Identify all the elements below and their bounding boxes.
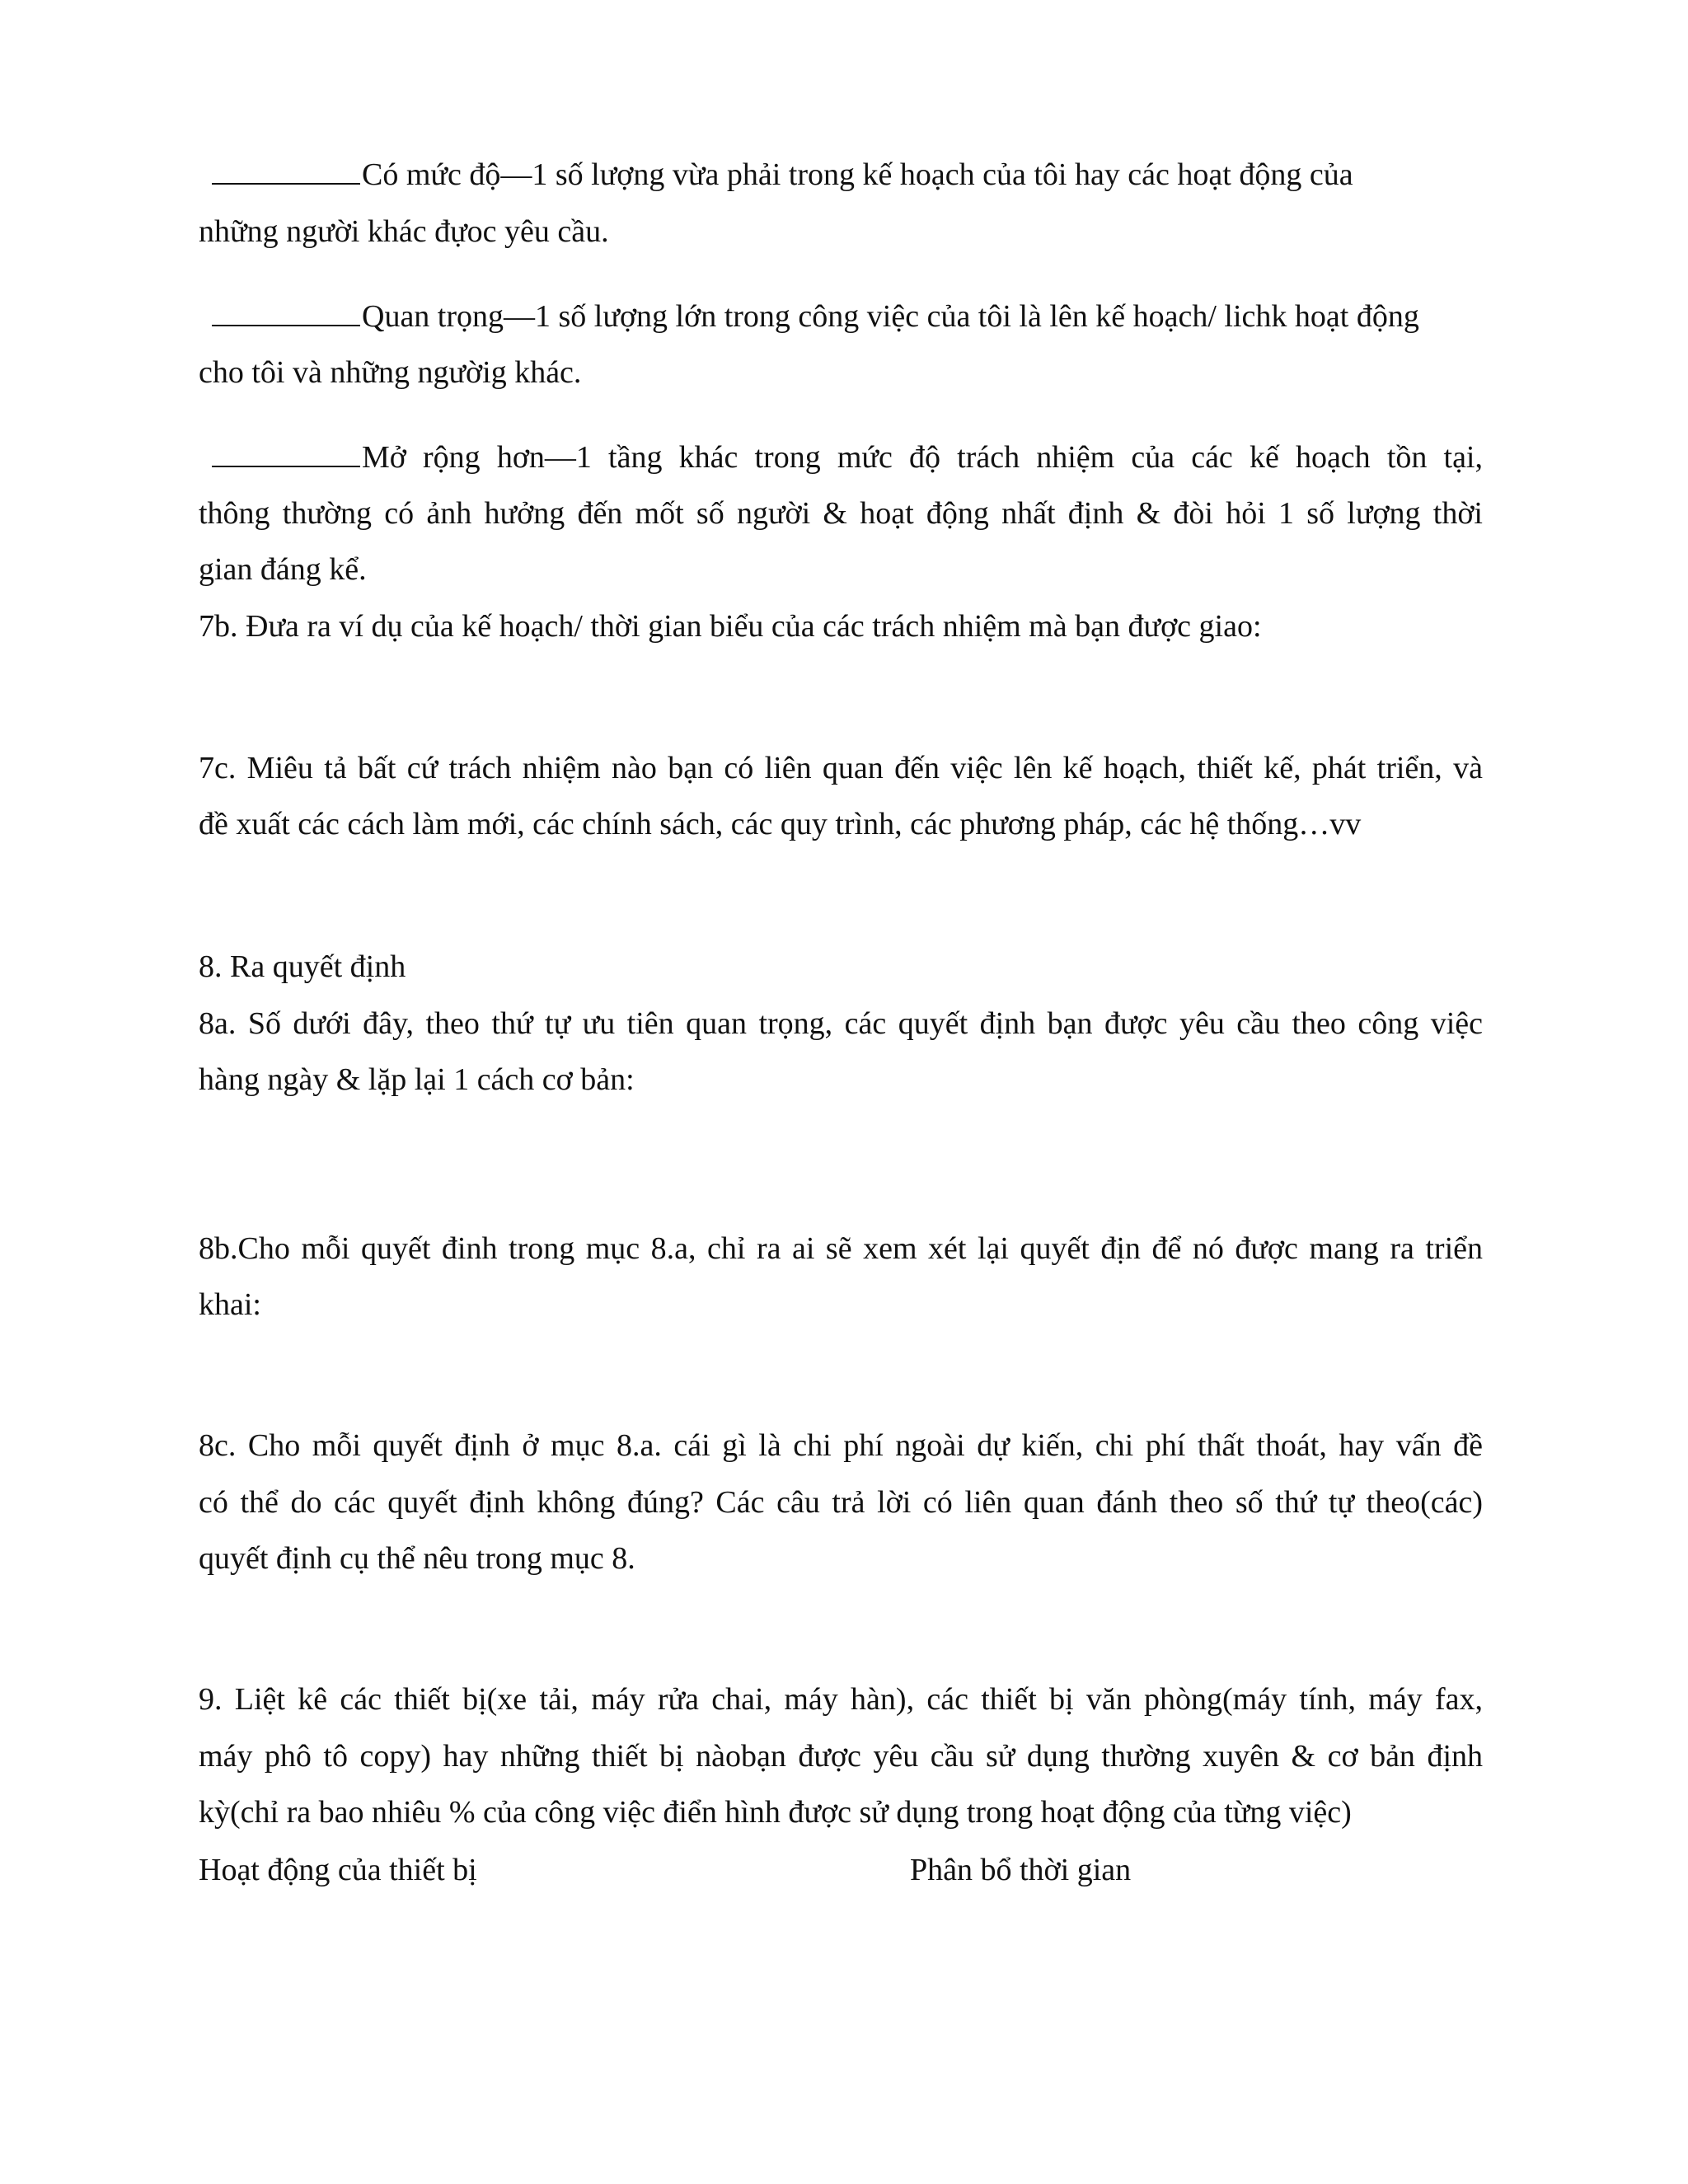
question-7c-line2: đề xuất các cách làm mới, các chính sách, các quy trình, các phương pháp, các hệ thống…vv bbox=[199, 807, 1362, 841]
option-moderate-text: Có mức độ—1 số lượng vừa phải trong kế hoạch của tôi hay các hoạt động của bbox=[362, 157, 1353, 192]
option-extended-line2: thông thường có ảnh hưởng đến mốt số người & hoạt động nhất định & đòi hỏi 1 số lượng thời bbox=[199, 496, 1483, 531]
question-8c-line2: có thể do các quyết định không đúng? Các câu trả lời có liên quan đánh theo số thứ tự theo(các) bbox=[199, 1485, 1483, 1520]
answer-blank-moderate[interactable] bbox=[212, 158, 360, 185]
section-8-title: 8. Ra quyết định bbox=[199, 949, 406, 984]
question-8a-line2: hàng ngày & lặp lại 1 cách cơ bản: bbox=[199, 1062, 635, 1097]
answer-blank-extended[interactable] bbox=[212, 441, 360, 467]
option-moderate-line2: những người khác đựoc yêu cầu. bbox=[199, 214, 609, 249]
option-important-line2: cho tôi và những ngườig khác. bbox=[199, 355, 582, 390]
option-important-text: Quan trọng—1 số lượng lớn trong công việc của tôi là lên kế hoạch/ lichk hoạt động bbox=[362, 299, 1419, 334]
question-7c-line1: 7c. Miêu tả bất cứ trách nhiệm nào bạn có liên quan đến việc lên kế hoạch, thiết kế, phát triển, và bbox=[199, 751, 1483, 785]
question-8c-line3: quyết định cụ thể nêu trong mục 8. bbox=[199, 1541, 635, 1576]
question-9-line3: kỳ(chỉ ra bao nhiêu % của công việc điển hình được sử dụng trong hoạt động của từng việc) bbox=[199, 1795, 1352, 1830]
option-extended-text: Mở rộng hơn—1 tầng khác trong mức độ trách nhiệm của các kế hoạch tồn tại, bbox=[362, 440, 1483, 475]
option-extended-line3: gian đáng kể. bbox=[199, 552, 367, 587]
question-8b-line2: khai: bbox=[199, 1287, 261, 1322]
question-9-line1: 9. Liệt kê các thiết bị(xe tải, máy rửa chai, máy hàn), các thiết bị văn phòng(máy tính, máy fax, bbox=[199, 1682, 1483, 1717]
question-9-line2: máy phô tô copy) hay những thiết bị nàobạn được yêu cầu sử dụng thường xuyên & cơ bản định bbox=[199, 1739, 1483, 1774]
time-allocation-column-header: Phân bổ thời gian bbox=[910, 1853, 1132, 1887]
question-8b-line1: 8b.Cho mỗi quyết đinh trong mục 8.a, chỉ ra ai sẽ xem xét lại quyết địn để nó được mang ra triển bbox=[199, 1231, 1483, 1266]
question-7b: 7b. Đưa ra ví dụ của kế hoạch/ thời gian biểu của các trách nhiệm mà bạn được giao: bbox=[199, 609, 1262, 644]
option-extended-line1 bbox=[199, 441, 1483, 473]
question-8a-line1: 8a. Số dưới đây, theo thứ tự ưu tiên quan trọng, các quyết định bạn được yêu cầu theo công việc bbox=[199, 1006, 1483, 1041]
equipment-column-header: Hoạt động của thiết bị bbox=[199, 1853, 477, 1887]
answer-blank-important[interactable] bbox=[212, 300, 360, 326]
question-8c-line1: 8c. Cho mỗi quyết định ở mục 8.a. cái gì là chi phí ngoài dự kiến, chi phí thất thoát, hay vấn đề bbox=[199, 1428, 1483, 1463]
option-moderate-line1 bbox=[199, 158, 1483, 190]
option-important-line1 bbox=[199, 300, 1483, 332]
